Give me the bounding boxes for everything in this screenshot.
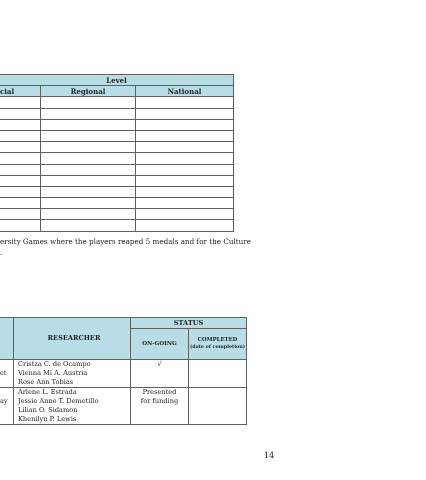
left-fragment: ay (0, 388, 14, 425)
left-column-header (0, 318, 14, 360)
table-row (0, 108, 234, 119)
completed-header-label: COMPLETED (197, 337, 238, 343)
table-row (0, 153, 234, 164)
table-row (0, 209, 234, 220)
ongoing-cell: √ (131, 360, 189, 388)
table-row (0, 142, 234, 153)
level-header: Level (0, 75, 234, 86)
completed-header (189, 329, 247, 360)
table-row (0, 119, 234, 130)
left-fragment: et (0, 360, 14, 388)
researcher-name: Arlene L. Estrada (18, 388, 77, 396)
paragraph-line-2: . (0, 248, 3, 257)
table-row (0, 164, 234, 175)
table-row (0, 186, 234, 197)
researcher-name: Jessie Anne T. Demetillo (18, 397, 99, 405)
status-header: STATUS (131, 318, 247, 329)
column-header-regional: Regional (41, 86, 136, 97)
researcher-list (14, 388, 131, 425)
researcher-name: Vienna Mi A. Austria (18, 369, 88, 377)
researcher-name: Rose Ann Tobias (18, 378, 74, 386)
researcher-name: Cristza C. de Ocampo (18, 360, 91, 368)
ongoing-header: ON-GOING (131, 329, 189, 360)
researcher-name: Khenilyn P. Lewis (18, 415, 77, 423)
completed-header-sub: (date of completion) (189, 344, 246, 350)
table-row (0, 130, 234, 141)
column-header-provincial: cial (0, 86, 41, 97)
page-number: 14 (264, 451, 275, 460)
researcher-name: Lilian O. Sidamon (18, 406, 78, 414)
completed-cell (189, 388, 247, 425)
table-row (0, 220, 234, 231)
body-paragraph (0, 236, 300, 258)
table-row (0, 175, 234, 186)
researcher-header: RESEARCHER (14, 318, 131, 360)
research-table (0, 317, 247, 425)
completed-cell (189, 360, 247, 388)
table-row (0, 388, 247, 425)
paragraph-line-1: ersity Games where the players reaped 5 medals and for the Culture (0, 237, 251, 246)
column-header-national: National (136, 86, 234, 97)
researcher-list (14, 360, 131, 388)
table-row (0, 198, 234, 209)
table-row (0, 360, 247, 388)
ongoing-cell: Presented for funding (131, 388, 189, 425)
table-row (0, 97, 234, 108)
level-table (0, 74, 234, 232)
